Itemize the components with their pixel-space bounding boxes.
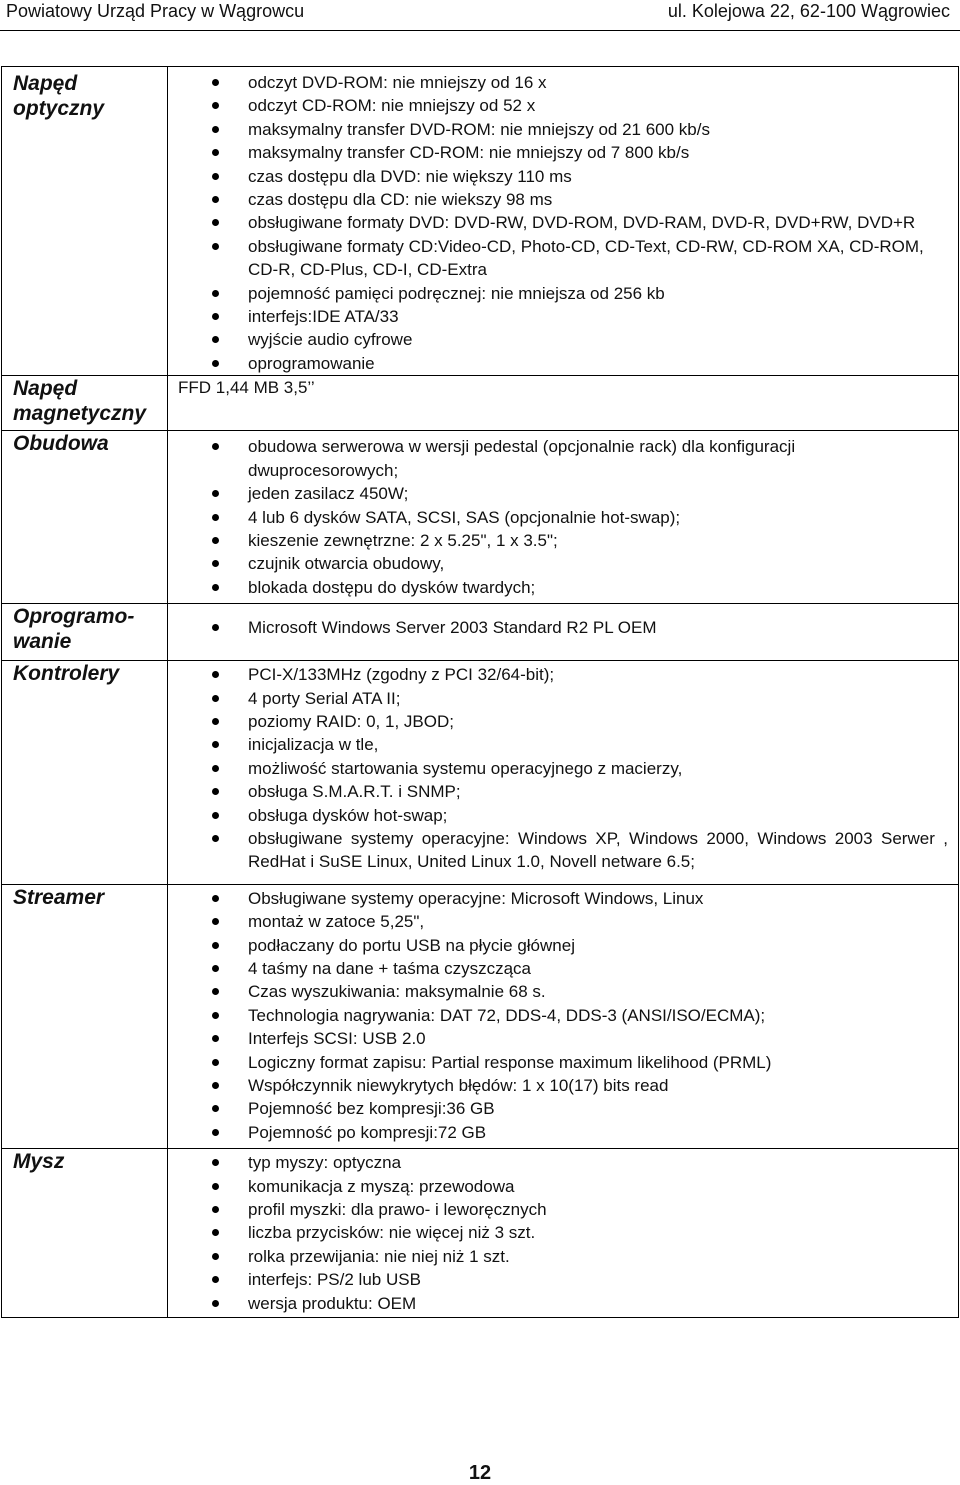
row-content	[168, 884, 959, 1148]
row-content: FFD 1,44 MB 3,5’’	[168, 376, 959, 431]
row-content	[168, 1149, 959, 1318]
list-item: Pojemność bez kompresji:36 GB	[168, 1097, 958, 1120]
list-item: podłaczany do portu USB na płycie głównej	[168, 934, 958, 957]
list-item: obudowa serwerowa w wersji pedestal (opcjonalnie rack) dla konfiguracji dwuprocesorowych;	[168, 435, 958, 482]
row-content	[168, 604, 959, 661]
list-item: obsługiwane formaty CD:Video-CD, Photo-CD, CD-Text, CD-RW, CD-ROM XA, CD-ROM, CD-R, CD-Plus, CD-I, CD-Extra	[168, 235, 958, 282]
list-item: odczyt CD-ROM: nie mniejszy od 52 x	[168, 94, 958, 117]
list-item: poziomy RAID: 0, 1, JBOD;	[168, 710, 958, 733]
list-item: czujnik otwarcia obudowy,	[168, 552, 958, 575]
bullet-list	[168, 1151, 958, 1315]
table-row	[2, 604, 959, 661]
list-item: obsługa dysków hot-swap;	[168, 804, 958, 827]
list-item: pojemność pamięci podręcznej: nie mniejsza od 256 kb	[168, 282, 958, 305]
row-label: Streamer	[2, 884, 168, 1148]
list-item: Technologia nagrywania: DAT 72, DDS-4, DDS-3 (ANSI/ISO/ECMA);	[168, 1004, 958, 1027]
list-item: Pojemność po kompresji:72 GB	[168, 1121, 958, 1144]
list-item: Obsługiwane systemy operacyjne: Microsoft Windows, Linux	[168, 887, 958, 910]
table-row	[2, 1149, 959, 1318]
list-item: maksymalny transfer CD-ROM: nie mniejszy od 7 800 kb/s	[168, 141, 958, 164]
list-item: czas dostępu dla CD: nie wiekszy 98 ms	[168, 188, 958, 211]
list-item: 4 taśmy na dane + taśma czyszcząca	[168, 957, 958, 980]
list-item: Logiczny format zapisu: Partial response maximum likelihood (PRML)	[168, 1051, 958, 1074]
list-item: 4 lub 6 dysków SATA, SCSI, SAS (opcjonalnie hot-swap);	[168, 506, 958, 529]
list-item: montaż w zatoce 5,25",	[168, 910, 958, 933]
row-label: Kontrolery	[2, 661, 168, 885]
list-item: typ myszy: optyczna	[168, 1151, 958, 1174]
bullet-list	[168, 663, 958, 874]
list-item: odczyt DVD-ROM: nie mniejszy od 16 x	[168, 71, 958, 94]
list-item: interfejs:IDE ATA/33	[168, 305, 958, 328]
list-item: możliwość startowania systemu operacyjnego z macierzy,	[168, 757, 958, 780]
list-item: blokada dostępu do dysków twardych;	[168, 576, 958, 599]
row-label: Napęd magnetyczny	[2, 376, 168, 431]
bullet-list	[168, 887, 958, 1144]
list-item: Interfejs SCSI: USB 2.0	[168, 1027, 958, 1050]
list-item: profil myszki: dla prawo- i leworęcznych	[168, 1198, 958, 1221]
table-row	[2, 67, 959, 376]
row-content	[168, 431, 959, 604]
list-item: wersja produktu: OEM	[168, 1292, 958, 1315]
table-row	[2, 661, 959, 885]
list-item: obsługa S.M.A.R.T. i SNMP;	[168, 780, 958, 803]
row-content	[168, 67, 959, 376]
list-item: komunikacja z myszą: przewodowa	[168, 1175, 958, 1198]
row-content	[168, 661, 959, 885]
table-row	[2, 376, 959, 431]
list-item: Czas wyszukiwania: maksymalnie 68 s.	[168, 980, 958, 1003]
list-item: obsługiwane systemy operacyjne: Windows XP, Windows 2000, Windows 2003 Serwer , RedHat i SuSE Linux, United Linux 1.0, Novell netware 6.5;	[168, 827, 958, 874]
list-item: wyjście audio cyfrowe	[168, 328, 958, 351]
list-item: obsługiwane formaty DVD: DVD-RW, DVD-ROM, DVD-RAM, DVD-R, DVD+RW, DVD+R	[168, 211, 958, 234]
header-address: ul. Kolejowa 22, 62-100 Wągrowiec	[667, 1, 950, 21]
list-item: rolka przewijania: nie niej niż 1 szt.	[168, 1245, 958, 1268]
list-item: czas dostępu dla DVD: nie większy 110 ms	[168, 165, 958, 188]
row-label: Obudowa	[2, 431, 168, 604]
list-item: Współczynnik niewykrytych błędów: 1 x 10(17) bits read	[168, 1074, 958, 1097]
list-item: oprogramowanie	[168, 352, 958, 375]
table-row	[2, 431, 959, 604]
list-item: interfejs: PS/2 lub USB	[168, 1268, 958, 1291]
row-label: Mysz	[2, 1149, 168, 1318]
page-number: 12	[468, 1462, 492, 1484]
list-item: 4 porty Serial ATA II;	[168, 687, 958, 710]
bullet-list	[168, 616, 958, 639]
row-label: Napęd optyczny	[2, 67, 168, 376]
list-item: liczba przycisków: nie więcej niż 3 szt.	[168, 1221, 958, 1244]
bullet-list	[168, 435, 958, 599]
table-row	[2, 884, 959, 1148]
list-item: jeden zasilacz 450W;	[168, 482, 958, 505]
list-item: maksymalny transfer DVD-ROM: nie mniejszy od 21 600 kb/s	[168, 118, 958, 141]
list-item: Microsoft Windows Server 2003 Standard R2 PL OEM	[168, 616, 958, 639]
list-item: inicjalizacja w tle,	[168, 733, 958, 756]
row-label: Oprogramo-wanie	[2, 604, 168, 661]
list-item: kieszenie zewnętrzne: 2 x 5.25", 1 x 3.5";	[168, 529, 958, 552]
header-institution: Powiatowy Urząd Pracy w Wągrowcu	[6, 1, 305, 21]
specification-table	[1, 66, 959, 1318]
page-header	[0, 0, 960, 31]
bullet-list	[168, 71, 958, 375]
list-item: PCI-X/133MHz (zgodny z PCI 32/64-bit);	[168, 663, 958, 686]
